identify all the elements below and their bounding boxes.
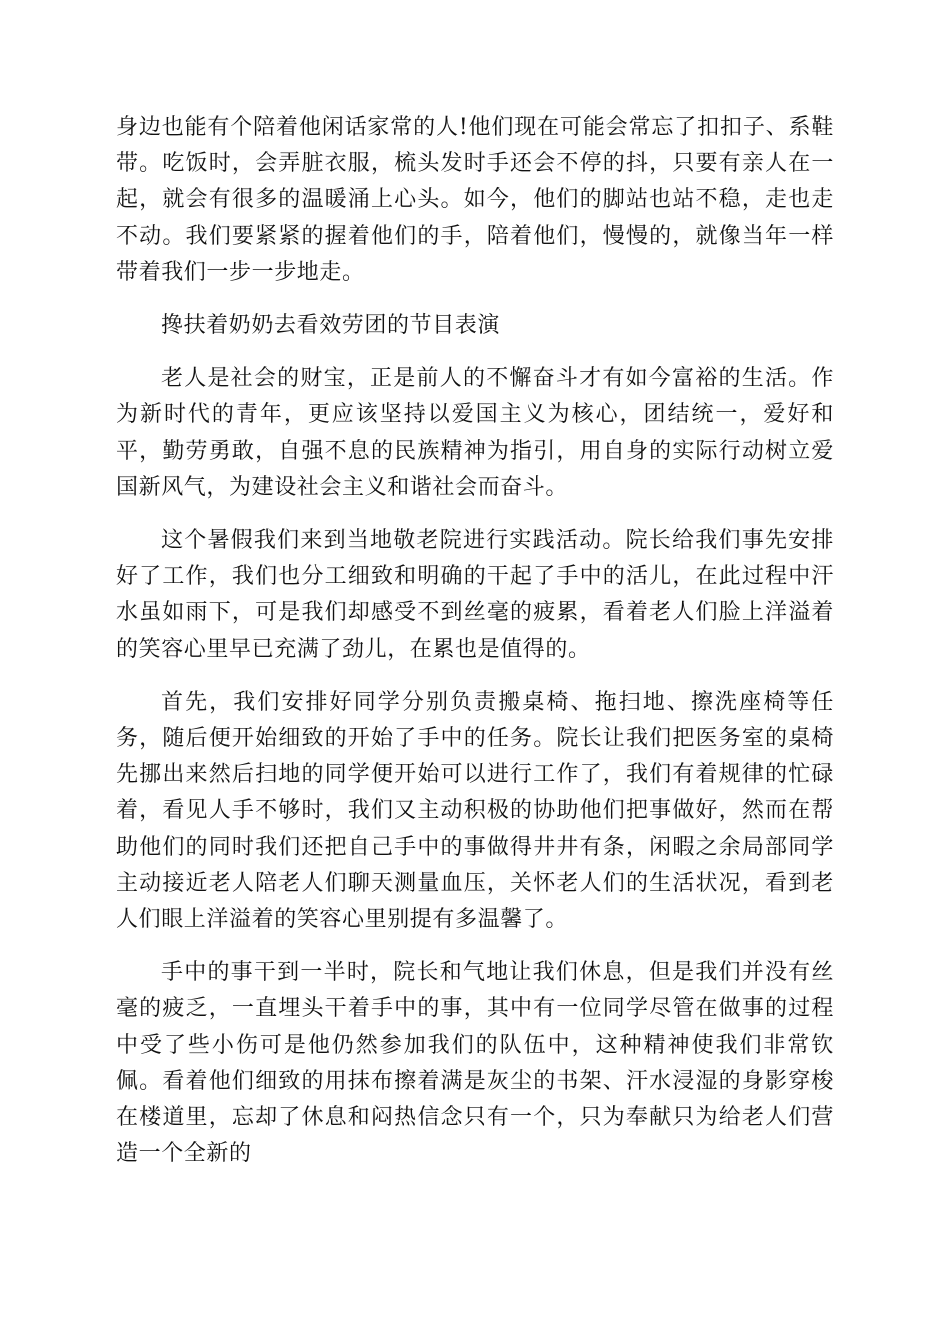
paragraph-3: 老人是社会的财宝，正是前人的不懈奋斗才有如今富裕的生活。作为新时代的青年，更应该坚持以爱国主义为核心，团结统一，爱好和平，勤劳勇敢，自强不息的民族精神为指引，用自身的实际行动树立爱国新风气，为建设社会主义和谐社会而奋斗。	[116, 366, 834, 500]
paragraph-1: 身边也能有个陪着他闲话家常的人!他们现在可能会常忘了扣扣子、系鞋带。吃饭时，会弄脏衣服，梳头发时手还会不停的抖，只要有亲人在一起，就会有很多的温暖涌上心头。如今，他们的脚站也站不稳，走也走不动。我们要紧紧的握着他们的手，陪着他们，慢慢的，就像当年一样带着我们一步一步地走。	[116, 115, 834, 285]
paragraph-4: 这个暑假我们来到当地敬老院进行实践活动。院长给我们事先安排好了工作，我们也分工细致和明确的干起了手中的活儿，在此过程中汗水虽如雨下，可是我们却感受不到丝毫的疲累，看着老人们脸上洋溢着的笑容心里早已充满了劲儿，在累也是值得的。	[116, 528, 834, 662]
paragraph-2-photo-caption: 搀扶着奶奶去看效劳团的节目表演	[161, 313, 501, 339]
paragraph-5: 首先，我们安排好同学分别负责搬桌椅、拖扫地、擦洗座椅等任务，随后便开始细致的开始了手中的任务。院长让我们把医务室的桌椅先挪出来然后扫地的同学便开始可以进行工作了，我们有着规律的忙碌着，看见人手不够时，我们又主动积极的协助他们把事做好，然而在帮助他们的同时我们还把自己手中的事做得井井有条，闲暇之余局部同学主动接近老人陪老人们聊天测量血压，关怀老人们的生活状况，看到老人们眼上洋溢着的笑容心里别提有多温馨了。	[116, 689, 834, 933]
paragraph-6: 手中的事干到一半时，院长和气地让我们休息，但是我们并没有丝毫的疲乏，一直埋头干着手中的事，其中有一位同学尽管在做事的过程中受了些小伤可是他仍然参加我们的队伍中，这种精神使我们非常钦佩。看着他们细致的用抹布擦着满是灰尘的书架、汗水浸湿的身影穿梭在楼道里，忘却了休息和闷热信念只有一个，只为奉献只为给老人们营造一个全新的	[116, 960, 834, 1167]
document-page	[116, 110, 834, 1172]
